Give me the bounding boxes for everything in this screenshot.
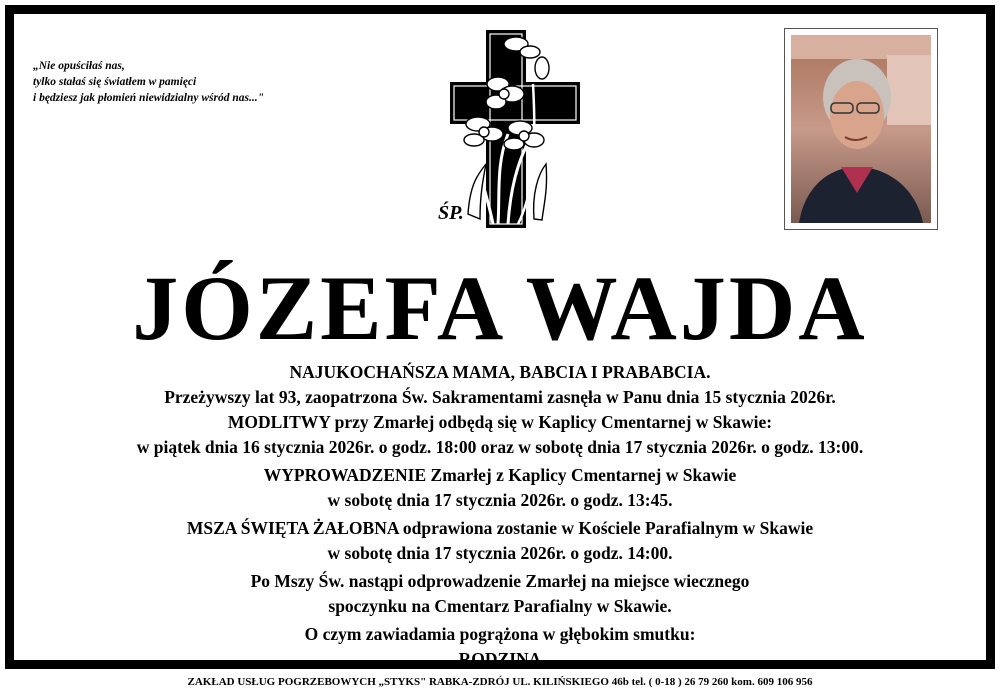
- portrait-image: [791, 35, 931, 223]
- burial-line-2: spoczynku na Cmentarz Parafialny w Skawie.: [328, 596, 672, 616]
- quote-line: i będziesz jak płomień niewidzialny wśród nas...": [33, 92, 264, 104]
- prayers-line: [0, 410, 1000, 435]
- notice-line: O czym zawiadamia pogrążona w głębokim smutku:: [304, 624, 696, 644]
- death-line: Przeżywszy lat 93, zaopatrzona Św. Sakramentami zasnęła w Panu dnia 15 stycznia 2026r.: [164, 387, 836, 407]
- deceased-name: JÓZEFA WAJDA: [132, 257, 868, 359]
- relation-line: NAJUKOCHAŃSZA MAMA, BABCIA I PRABABCIA.: [289, 362, 711, 382]
- departure-text: Zmarłej z Kaplicy Cmentarnej w Skawie: [430, 465, 737, 485]
- portrait-photo: [784, 28, 938, 230]
- mass-label: MSZA ŚWIĘTA ŻAŁOBNA: [186, 518, 399, 538]
- quote-line: tylko stałaś się światłem w pamięci: [33, 76, 197, 88]
- prayers-text: przy Zmarłej odbędą się w Kaplicy Cmentarnej w Skawie:: [334, 412, 773, 432]
- departure-line: [0, 463, 1000, 488]
- cross-initials: ŚP.: [438, 202, 464, 224]
- departure-schedule: w sobotę dnia 17 stycznia 2026r. o godz. 13:45.: [327, 490, 673, 510]
- burial-line: Po Mszy Św. nastąpi odprowadzenie Zmarłej na miejsce wiecznego: [250, 571, 750, 591]
- mass-line: [0, 516, 1000, 541]
- funeral-home-footer: ZAKŁAD USŁUG POGRZEBOWYCH „STYKS" RABKA-ZDRÓJ UL. KILIŃSKIEGO 46b tel. ( 0-18 ) 26 79 260 kom. 609 106 956: [187, 676, 813, 688]
- memorial-quote: [33, 58, 264, 106]
- quote-line: „Nie opuściłaś nas,: [33, 60, 125, 72]
- departure-label: WYPROWADZENIE: [263, 465, 427, 485]
- prayers-label: MODLITWY: [227, 412, 331, 432]
- family-signature: RODZINA: [458, 649, 542, 669]
- announcement-body: [0, 360, 1000, 672]
- mass-schedule: w sobotę dnia 17 stycznia 2026r. o godz. 14:00.: [327, 543, 673, 563]
- prayers-schedule: w piątek dnia 16 stycznia 2026r. o godz. 18:00 oraz w sobotę dnia 17 stycznia 2026r. o godz. 13:00.: [136, 437, 864, 457]
- cross-emblem: [438, 24, 588, 234]
- mass-text: odprawiona zostanie w Kościele Parafialnym w Skawie: [402, 518, 814, 538]
